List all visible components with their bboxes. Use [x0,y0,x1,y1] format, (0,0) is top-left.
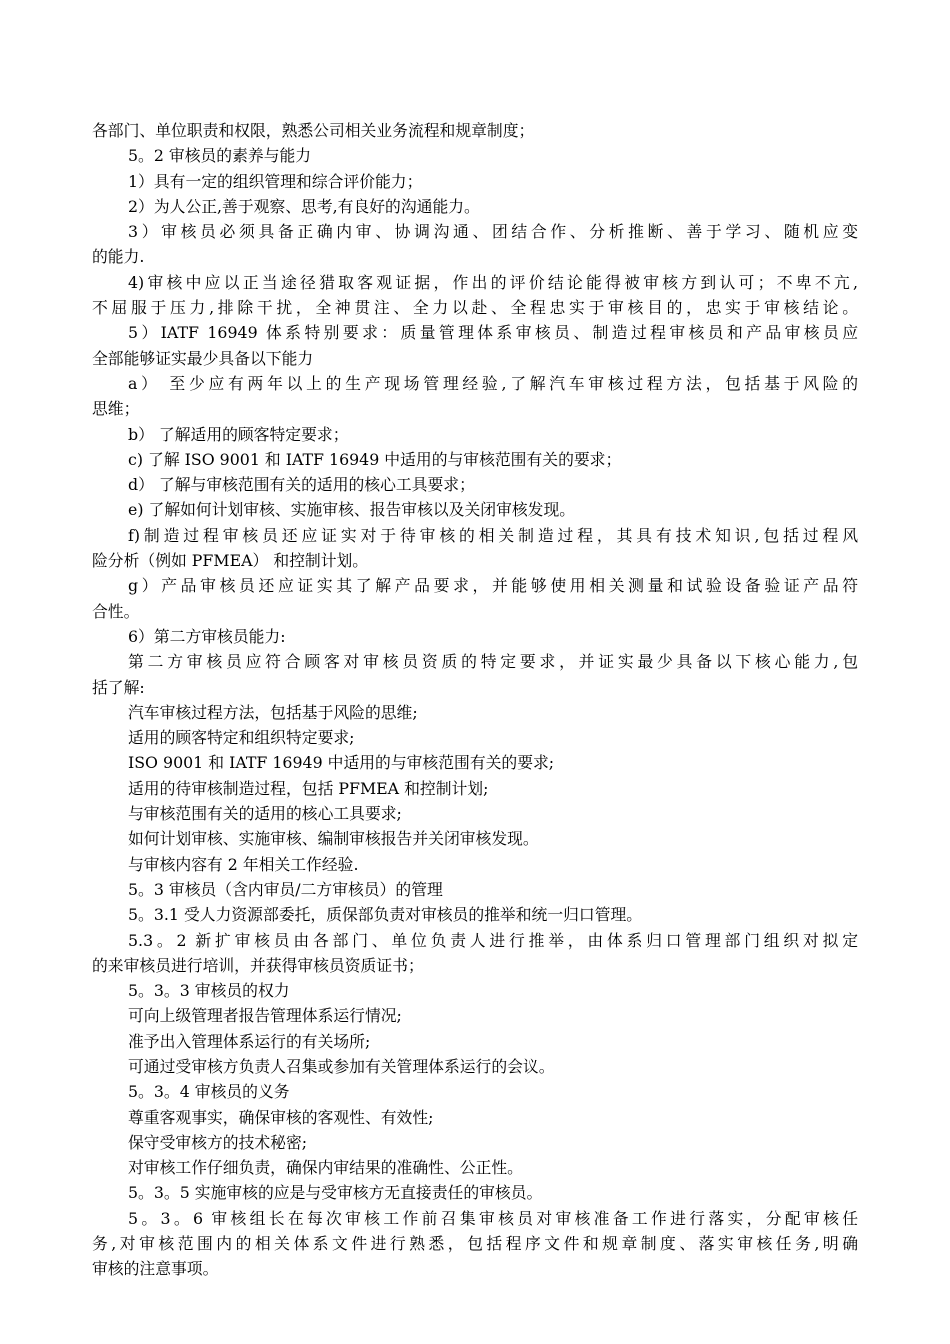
text-line: d） 了解与审核范围有关的适用的核心工具要求； [128,475,475,495]
text-line: 括了解: [92,677,145,697]
text-line: 2）为人公正,善于观察、思考,有良好的沟通能力。 [128,196,480,216]
text-line: 全部能够证实最少具备以下能力 [92,348,314,368]
text-line: e) 了解如何计划审核、实施审核、报告审核以及关闭审核发现。 [128,500,576,520]
text-line: 保守受审核方的技术秘密; [128,1132,308,1152]
text-line: 与审核内容有 2 年相关工作经验. [128,854,359,874]
text-line: 务,对审核范围内的相关体系文件进行熟悉，包括程序文件和规章制度、落实审核任务,明确 [92,1234,858,1254]
text-line: 5。3。6 审核组长在每次审核工作前召集审核员对审核准备工作进行落实，分配审核任 [128,1208,858,1228]
text-line: 5。3。5 实施审核的应是与受审核方无直接责任的审核员。 [128,1183,543,1203]
text-line: ISO 9001 和 IATF 16949 中适用的与审核范围有关的要求; [128,753,555,773]
text-line: 适用的待审核制造过程，包括 PFMEA 和控制计划; [128,778,489,798]
text-line: 与审核范围有关的适用的核心工具要求; [128,804,402,824]
document-body [92,118,858,1282]
text-line: a） 至少应有两年以上的生产现场管理经验,了解汽车审核过程方法，包括基于风险的 [128,373,858,393]
text-line: 准予出入管理体系运行的有关场所; [128,1031,371,1051]
text-line: g）产品审核员还应证实其了解产品要求，并能够使用相关测量和试验设备验证产品符 [128,576,858,596]
text-line: 如何计划审核、实施审核、编制审核报告并关闭审核发现。 [128,829,539,849]
text-line: 的来审核员进行培训，并获得审核员资质证书； [92,955,424,975]
text-line: 5.3。2 新扩审核员由各部门、单位负责人进行推举，由体系归口管理部门组织对拟定 [128,930,858,950]
text-line: 5。3.1 受人力资源部委托，质保部负责对审核员的推举和统一归口管理。 [128,905,643,925]
text-line: 可向上级管理者报告管理体系运行情况; [128,1006,402,1026]
text-line: 5）IATF 16949 体系特别要求：质量管理体系审核员、制造过程审核员和产品审核员应 [128,323,858,343]
text-line: 第二方审核员应符合顾客对审核员资质的特定要求，并证实最少具备以下核心能力,包 [128,652,858,672]
text-line: 的能力. [92,247,145,267]
text-line: c) 了解 ISO 9001 和 IATF 16949 中适用的与审核范围有关的要求； [128,449,622,469]
text-line: 合性。 [92,601,140,621]
section-heading: 5。3。4 审核员的义务 [128,1082,290,1102]
text-line: 6）第二方审核员能力: [128,626,286,646]
text-line: f)制造过程审核员还应证实对于待审核的相关制造过程，其具有技术知识,包括过程风 [128,525,858,545]
text-line: 不屈服于压力,排除干扰，全神贯注、全力以赴、全程忠实于审核目的，忠实于审核结论。 [92,298,858,318]
section-heading: 5。3。3 审核员的权力 [128,981,290,1001]
text-line: 适用的顾客特定和组织特定要求; [128,728,355,748]
text-line: 1）具有一定的组织管理和综合评价能力； [128,171,423,191]
text-line: 险分析（例如 PFMEA） 和控制计划。 [92,551,369,571]
text-line: 4)审核中应以正当途径猎取客观证据，作出的评价结论能得被审核方到认可；不卑不亢, [128,272,858,292]
text-line: 汽车审核过程方法，包括基于风险的思维; [128,702,418,722]
text-line: 审核的注意事项。 [92,1259,219,1279]
text-line: 各部门、单位职责和权限，熟悉公司相关业务流程和规章制度； [92,121,535,140]
text-line: b） 了解适用的顾客特定要求； [128,424,349,444]
text-line: 3）审核员必须具备正确内审、协调沟通、团结合作、分析推断、善于学习、随机应变 [128,222,858,242]
section-heading: 5。3 审核员（含内审员/二方审核员）的管理 [128,879,443,899]
text-line: 对审核工作仔细负责，确保内审结果的准确性、公正性。 [128,1158,523,1178]
text-line: 可通过受审核方负责人召集或参加有关管理体系运行的会议。 [128,1056,555,1076]
text-line: 思维； [92,399,140,419]
text-line: 尊重客观事实，确保审核的客观性、有效性; [128,1107,434,1127]
section-heading: 5。2 审核员的素养与能力 [128,146,312,166]
